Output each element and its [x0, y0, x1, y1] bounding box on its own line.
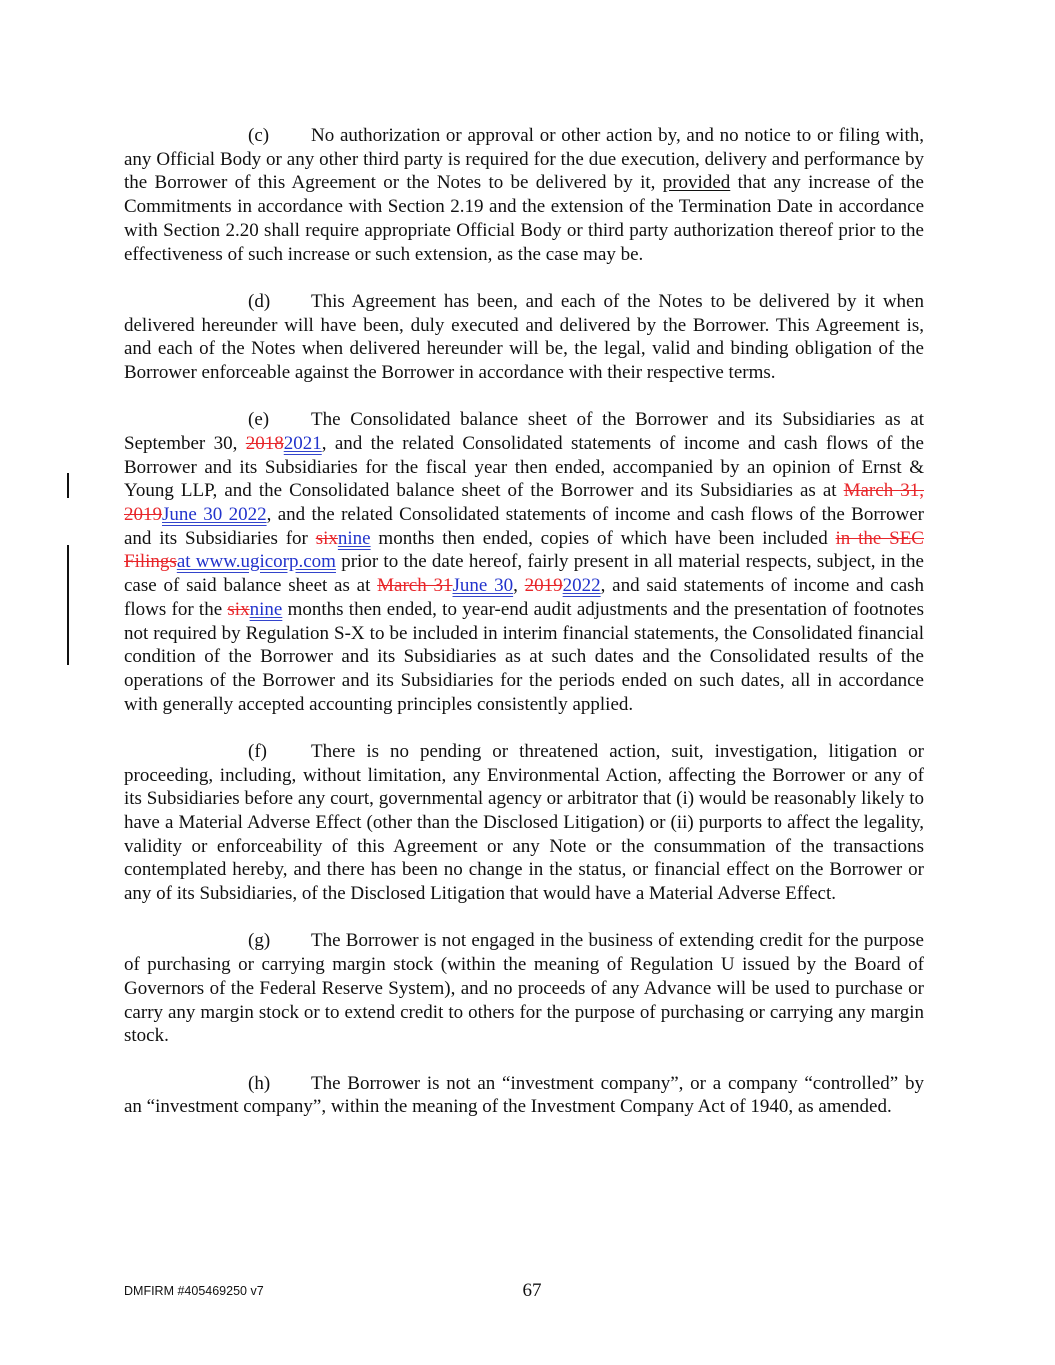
- inserted-text: 2021: [283, 432, 322, 454]
- paragraph-c: [124, 124, 924, 266]
- paragraph-text: months then ended, to year-end audit adjustments and the presentation of footnotes not required by Regulation S-X to be included in interim financial statements, the Consolidated financial condition of the Borrower and its Subsidiaries as at such dates and the Consolidated results of the operations of the Borrower and its Subsidiaries for the periods ended on such dates, all in accordance with generally accepted accounting principles consistently applied.: [124, 598, 924, 715]
- paragraph-label: (h): [248, 1072, 271, 1094]
- inserted-text: June 30: [452, 575, 514, 597]
- paragraph-text: The Borrower is not an “investment company”, or a company “controlled” by an “investment company”, within the meaning of the Investment Company Act of 1940, as amended.: [124, 1072, 924, 1118]
- paragraph-text: There is no pending or threatened action, suit, investigation, litigation or proceeding, including, without limitation, any Environmental Action, affecting the Borrower or any of its Subsidiaries before any court, governmental agency or arbitrator that (i) would be reasonably likely to have a Material Adverse Effect (other than the Disclosed Litigation) or (ii) purports to affect the legality, validity or enforceability of this Agreement or any Note or the consummation of the transactions contemplated hereby, and there has been no change in the status, or financial effect on the Borrower or any of its Subsidiaries, of the Disclosed Litigation that would have a Material Adverse Effect.: [124, 740, 924, 905]
- deleted-text: March 31, 2019: [124, 480, 924, 526]
- paragraph-text: , and said statements of income and cash flows for the: [124, 575, 925, 620]
- inserted-text: June 30 2022: [162, 504, 267, 526]
- paragraph-text: ,: [513, 575, 525, 597]
- document-body: [124, 124, 924, 1143]
- paragraph-label: (c): [248, 125, 270, 146]
- change-bar: [67, 545, 69, 665]
- inserted-text: nine: [337, 527, 371, 549]
- paragraph-e: [124, 408, 924, 716]
- provided-term: provided: [662, 172, 731, 194]
- deleted-text: in the SEC Filings: [124, 527, 924, 573]
- inserted-text: 2022: [562, 575, 601, 597]
- paragraph-text: prior to the date hereof, fairly present in all material respects, subject, in the case of said balance sheet as at: [124, 551, 924, 597]
- paragraph-text: months then ended, copies of which have been included: [370, 527, 836, 549]
- paragraph-label: (d): [248, 290, 271, 312]
- paragraph-text: This Agreement has been, and each of the Notes to be delivered by it when delivered hereunder will have been, duly executed and delivered by the Borrower. This Agreement is, and each of the Notes when delivered hereunder will be, the legal, valid and binding obligation of the Borrower enforceable against the Borrower in accordance with their respective terms.: [124, 290, 924, 383]
- change-bar: [67, 473, 69, 498]
- paragraph-text: that any increase of the Commitments in accordance with Section 2.19 and the extension of the Termination Date in accordance with Section 2.20 shall require appropriate Official Body or third party authorization thereof prior to the effectiveness of such increase or such extension, as the case may be.: [124, 172, 924, 265]
- deleted-text: six: [227, 598, 250, 620]
- inserted-link-text[interactable]: at www.ugicorp.com: [176, 551, 336, 573]
- deleted-text: 2018: [245, 432, 284, 454]
- deleted-text: six: [315, 527, 338, 549]
- paragraph-h: [124, 1072, 924, 1119]
- paragraph-g: [124, 929, 924, 1048]
- paragraph-d: [124, 290, 924, 385]
- paragraph-text: , and the related Consolidated statements of income and cash flows of the Borrower and its Subsidiaries for: [124, 504, 924, 549]
- paragraph-f: [124, 740, 924, 906]
- paragraph-text: No authorization or approval or other action by, and no notice to or filing with, any Official Body or any other third party is required for the due execution, delivery and performance by the Borrower of this Agreement or the Notes to be delivered by it,: [124, 125, 924, 194]
- paragraph-label: (e): [248, 409, 270, 431]
- paragraph-label: (f): [248, 740, 267, 762]
- paragraph-text: , and the related Consolidated statements of income and cash flows of the Borrower and its Subsidiaries for the fiscal year then ended, accompanied by an opinion of Ernst & Young LLP, and the Consolidated balance sheet of the Borrower and its Subsidiaries as at: [124, 432, 924, 502]
- paragraph-label: (g): [248, 930, 271, 952]
- paragraph-text: The Consolidated balance sheet of the Borrower and its Subsidiaries as at September 30,: [124, 409, 924, 454]
- deleted-text: March 31: [377, 575, 453, 597]
- paragraph-text: The Borrower is not engaged in the business of extending credit for the purpose of purchasing or carrying margin stock (within the meaning of Regulation U issued by the Board of Governors of the Federal Reserve System), and no proceeds of any Advance will be used to purchase or carry any margin stock or to extend credit to others for the purpose of purchasing or carrying any margin stock.: [124, 930, 924, 1047]
- footer-doc-id: DMFIRM #405469250 v7: [124, 1284, 264, 1298]
- inserted-text: nine: [249, 598, 283, 620]
- page-number: 67: [522, 1280, 542, 1301]
- deleted-text: 2019: [524, 575, 563, 597]
